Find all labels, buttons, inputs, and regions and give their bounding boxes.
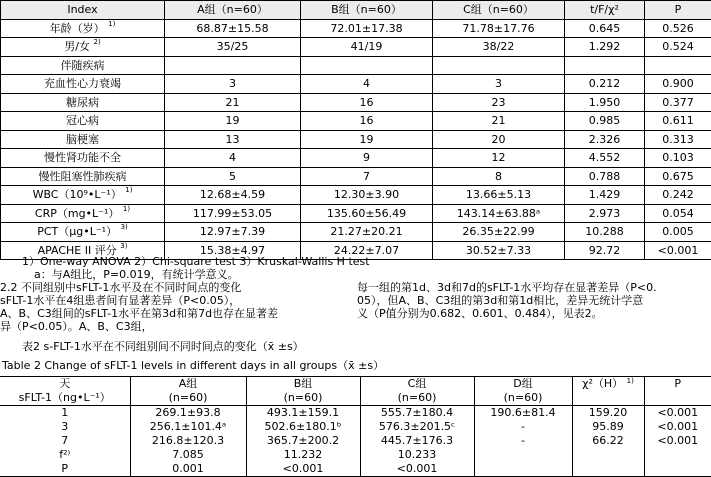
left-para-line: 2.2 不同组别中sFLT-1水平及在不同时间点的变化 — [0, 281, 242, 294]
cell-b: 502.6±180.1ᵇ — [246, 420, 360, 434]
cell-stat — [572, 462, 644, 477]
cell-stat: 1.292 — [565, 38, 645, 57]
table1-header-cell: P — [645, 1, 711, 20]
right-para-line: 每一组的第1d、3d和7d的sFLT-1水平均存在显著差异（P<0. — [357, 281, 657, 294]
table2-subheader-row — [0, 391, 711, 406]
cell-c: 12 — [433, 149, 565, 168]
table-row — [1, 56, 711, 75]
cell-a: 4 — [165, 149, 301, 168]
cell-c: 576.3±201.5ᶜ — [360, 420, 474, 434]
cell-stat: 0.212 — [565, 75, 645, 94]
cell-b: 493.1±159.1 — [246, 406, 360, 421]
table-row — [0, 462, 711, 477]
table-row — [1, 204, 711, 223]
footnote-a: a：与A组比，P=0.019，有统计学意义。 — [34, 268, 239, 281]
cell-p: 0.611 — [645, 112, 711, 131]
cell-a — [165, 56, 301, 75]
cell-b: 16 — [301, 93, 433, 112]
header-stat — [572, 377, 644, 392]
table2-caption-cn: 表2 s-FLT-1水平在不同组别间不同时间点的变化（x̄ ±s） — [22, 340, 304, 353]
cell-b: <0.001 — [246, 462, 360, 477]
cell-stat: 159.20 — [572, 406, 644, 421]
cell-c: 38/22 — [433, 38, 565, 57]
cell-stat — [572, 448, 644, 462]
cell-p: <0.001 — [644, 406, 711, 421]
cell-c: 445.7±176.3 — [360, 434, 474, 448]
right-para-line: 05），但A、B、C3组的第3d和第1d相比，差异无统计学意 — [357, 294, 644, 307]
cell-c: 555.7±180.4 — [360, 406, 474, 421]
cell-a: 5 — [165, 167, 301, 186]
row-label-sup: 3) — [120, 241, 128, 250]
cell-a: 68.87±15.58 — [165, 19, 301, 38]
cell-p: 0.900 — [645, 75, 711, 94]
cell-p: <0.001 — [644, 434, 711, 448]
cell-d — [474, 462, 572, 477]
cell-a: 35/25 — [165, 38, 301, 57]
cell-b: 12.30±3.90 — [301, 186, 433, 205]
header-p: P — [644, 377, 711, 392]
cell-stat: 66.22 — [572, 434, 644, 448]
cell-stat: 1.429 — [565, 186, 645, 205]
header-n-b: (n=60) — [246, 391, 360, 406]
cell-a: 12.97±7.39 — [165, 223, 301, 242]
header-p-blank — [644, 391, 711, 406]
row-label-sup: 3) — [120, 223, 128, 231]
table-row — [1, 149, 711, 168]
cell-c: 10.233 — [360, 448, 474, 462]
cell-d — [474, 448, 572, 462]
header-group-d: D组 — [474, 377, 572, 392]
table-row — [1, 167, 711, 186]
cell-a: 7.085 — [130, 448, 246, 462]
row-label — [1, 19, 165, 38]
cell-b: 21.27±20.21 — [301, 223, 433, 242]
cell-stat: 95.89 — [572, 420, 644, 434]
cell-a: 256.1±101.4ᵃ — [130, 420, 246, 434]
footnote-tests: 1）One-way ANOVA 2）Chi-square test 3）Kruskal-Wallis H test — [22, 255, 370, 268]
header-group-c: C组 — [360, 377, 474, 392]
right-para-line: 义（P值分别为0.682、0.601、0.484），见表2。 — [357, 307, 603, 320]
table-row — [1, 19, 711, 38]
row-label — [1, 223, 165, 242]
cell-day: f²⁾ — [59, 448, 71, 461]
table1-header-row — [1, 1, 711, 20]
cell-p: <0.001 — [644, 420, 711, 434]
cell-b: 7 — [301, 167, 433, 186]
cell-b: 135.60±56.49 — [301, 204, 433, 223]
cell-a: 3 — [165, 75, 301, 94]
table-row — [1, 112, 711, 131]
cell-a: 269.1±93.8 — [130, 406, 246, 421]
table1-header-cell: t/F/χ² — [565, 1, 645, 20]
row-label-text: 冠心病 — [66, 114, 99, 127]
sflt1-table — [0, 376, 711, 477]
row-label-sup: 1) — [108, 19, 116, 28]
cell-a: 13 — [165, 130, 301, 149]
row-label — [1, 149, 165, 168]
row-label-text: 脑梗塞 — [66, 132, 99, 146]
cell-p — [644, 448, 711, 462]
cell-day: 7 — [61, 434, 69, 447]
cell-b: 24.22±7.07 — [301, 241, 433, 260]
table-row — [1, 75, 711, 94]
left-para-line: 异（P<0.05）。A、B、C3组， — [0, 320, 153, 333]
cell-b: 11.232 — [246, 448, 360, 462]
table-row — [1, 93, 711, 112]
cell-p: <0.001 — [645, 241, 711, 260]
cell-p — [645, 56, 711, 75]
cell-c: 26.35±22.99 — [433, 223, 565, 242]
cell-stat: 10.288 — [565, 223, 645, 242]
header-n-a: (n=60) — [130, 391, 246, 406]
table1-header-cell: Index — [1, 1, 165, 20]
header-stat-text: χ²（H） — [582, 377, 624, 390]
cell-stat: 1.950 — [565, 93, 645, 112]
cell-a: 21 — [165, 93, 301, 112]
cell-d: 190.6±81.4 — [474, 406, 572, 421]
cell-stat: 0.645 — [565, 19, 645, 38]
row-label — [1, 167, 165, 186]
cell-p: 0.377 — [645, 93, 711, 112]
row-label-text: 男/女 — [64, 40, 91, 53]
cell-c: 3 — [433, 75, 565, 94]
table-row — [0, 434, 711, 448]
cell-b: 365.7±200.2 — [246, 434, 360, 448]
cell-d: - — [474, 420, 572, 434]
row-label — [1, 38, 165, 57]
cell-c: 8 — [433, 167, 565, 186]
row-label — [1, 130, 165, 149]
table-row — [0, 406, 711, 421]
cell-p: 0.242 — [645, 186, 711, 205]
row-label-text: CRP（mg•L⁻¹） — [34, 206, 120, 220]
cell-p: 0.313 — [645, 130, 711, 149]
row-label — [1, 56, 165, 75]
cell-b: 9 — [301, 149, 433, 168]
header-stat-blank — [572, 391, 644, 406]
left-para-line: A、B、C3组间的sFLT-1水平在第3d和第7d也存在显著差 — [0, 307, 279, 320]
row-label-sup: 2) — [93, 38, 101, 46]
table1-header-cell: B组（n=60） — [301, 1, 433, 20]
header-n-d: (n=60) — [474, 391, 572, 406]
cell-p: 0.526 — [645, 19, 711, 38]
row-label-text: 糖尿病 — [66, 95, 99, 109]
cell-day: 1 — [61, 406, 69, 419]
cell-stat: 4.552 — [565, 149, 645, 168]
table-row — [0, 420, 711, 434]
cell-p: 0.005 — [645, 223, 711, 242]
left-para-line: sFLT-1水平在4组患者间有显著差异（P<0.05）， — [0, 294, 241, 307]
header-group-a: A组 — [130, 377, 246, 392]
table1-header-cell: A组（n=60） — [165, 1, 301, 20]
row-label-sup: 1) — [122, 204, 131, 213]
cell-p — [644, 462, 711, 477]
cell-c: <0.001 — [360, 462, 474, 477]
cell-d: - — [474, 434, 572, 448]
cell-c: 20 — [433, 130, 565, 149]
row-label — [1, 75, 165, 94]
cell-b: 16 — [301, 112, 433, 131]
table-row — [1, 130, 711, 149]
cell-day: P — [0, 462, 130, 477]
table2-header-row — [0, 377, 711, 392]
cell-p: 0.054 — [645, 204, 711, 223]
row-label-text: 年龄（岁） — [49, 21, 105, 35]
cell-c: 23 — [433, 93, 565, 112]
cell-a: 117.99±53.05 — [165, 204, 301, 223]
cell-c: 30.52±7.33 — [433, 241, 565, 260]
table-row — [1, 223, 711, 242]
cell-p: 0.524 — [645, 38, 711, 57]
table-row — [0, 448, 711, 462]
cell-day: 3 — [61, 420, 69, 433]
row-label-text: PCT（μg•L⁻¹） — [37, 225, 118, 238]
cell-b — [301, 56, 433, 75]
row-label-sup: 1) — [125, 186, 133, 194]
cell-a: 0.001 — [130, 462, 246, 477]
table1-header-cell: C组（n=60） — [433, 1, 565, 20]
row-label-text: 慢性肾功能不全 — [44, 151, 121, 164]
cell-stat: 0.985 — [565, 112, 645, 131]
cell-p: 0.675 — [645, 167, 711, 186]
table2-caption-en: Table 2 Change of sFLT-1 levels in different days in all groups（x̄ ±s） — [2, 359, 385, 372]
cell-b: 4 — [301, 75, 433, 94]
cell-b: 19 — [301, 130, 433, 149]
header-stat-sup: 1) — [626, 377, 634, 385]
left-paragraph — [0, 281, 278, 333]
row-label-text: WBC（10⁹•L⁻¹） — [32, 188, 122, 201]
cell-stat — [565, 56, 645, 75]
header-corner-day: 天 — [0, 377, 130, 392]
cell-stat: 2.326 — [565, 130, 645, 149]
row-label — [1, 93, 165, 112]
cell-c: 13.66±5.13 — [433, 186, 565, 205]
row-label-text: APACHE II 评分 — [37, 243, 117, 257]
cell-a: 15.38±4.97 — [165, 241, 301, 260]
cell-b: 72.01±17.38 — [301, 19, 433, 38]
row-label — [1, 112, 165, 131]
cell-a: 216.8±120.3 — [130, 434, 246, 448]
cell-c — [433, 56, 565, 75]
row-label — [1, 186, 165, 205]
cell-b: 41/19 — [301, 38, 433, 57]
cell-a: 19 — [165, 112, 301, 131]
row-label-text: 充血性心力衰竭 — [44, 77, 121, 90]
cell-c: 71.78±17.76 — [433, 19, 565, 38]
cell-stat: 92.72 — [565, 241, 645, 260]
table-row — [1, 38, 711, 57]
cell-p: 0.103 — [645, 149, 711, 168]
cell-a: 12.68±4.59 — [165, 186, 301, 205]
right-paragraph — [357, 281, 657, 320]
header-group-b: B组 — [246, 377, 360, 392]
cell-stat: 0.788 — [565, 167, 645, 186]
row-label — [1, 204, 165, 223]
row-label-text: 伴随疾病 — [60, 58, 105, 72]
cell-stat: 2.973 — [565, 204, 645, 223]
cell-c: 21 — [433, 112, 565, 131]
header-corner-sflt: sFLT-1（ng•L⁻¹） — [0, 391, 130, 406]
table-row — [1, 186, 711, 205]
cell-c: 143.14±63.88ᵃ — [433, 204, 565, 223]
header-n-c: (n=60) — [360, 391, 474, 406]
row-label-text: 慢性阻塞性肺疾病 — [38, 169, 127, 183]
